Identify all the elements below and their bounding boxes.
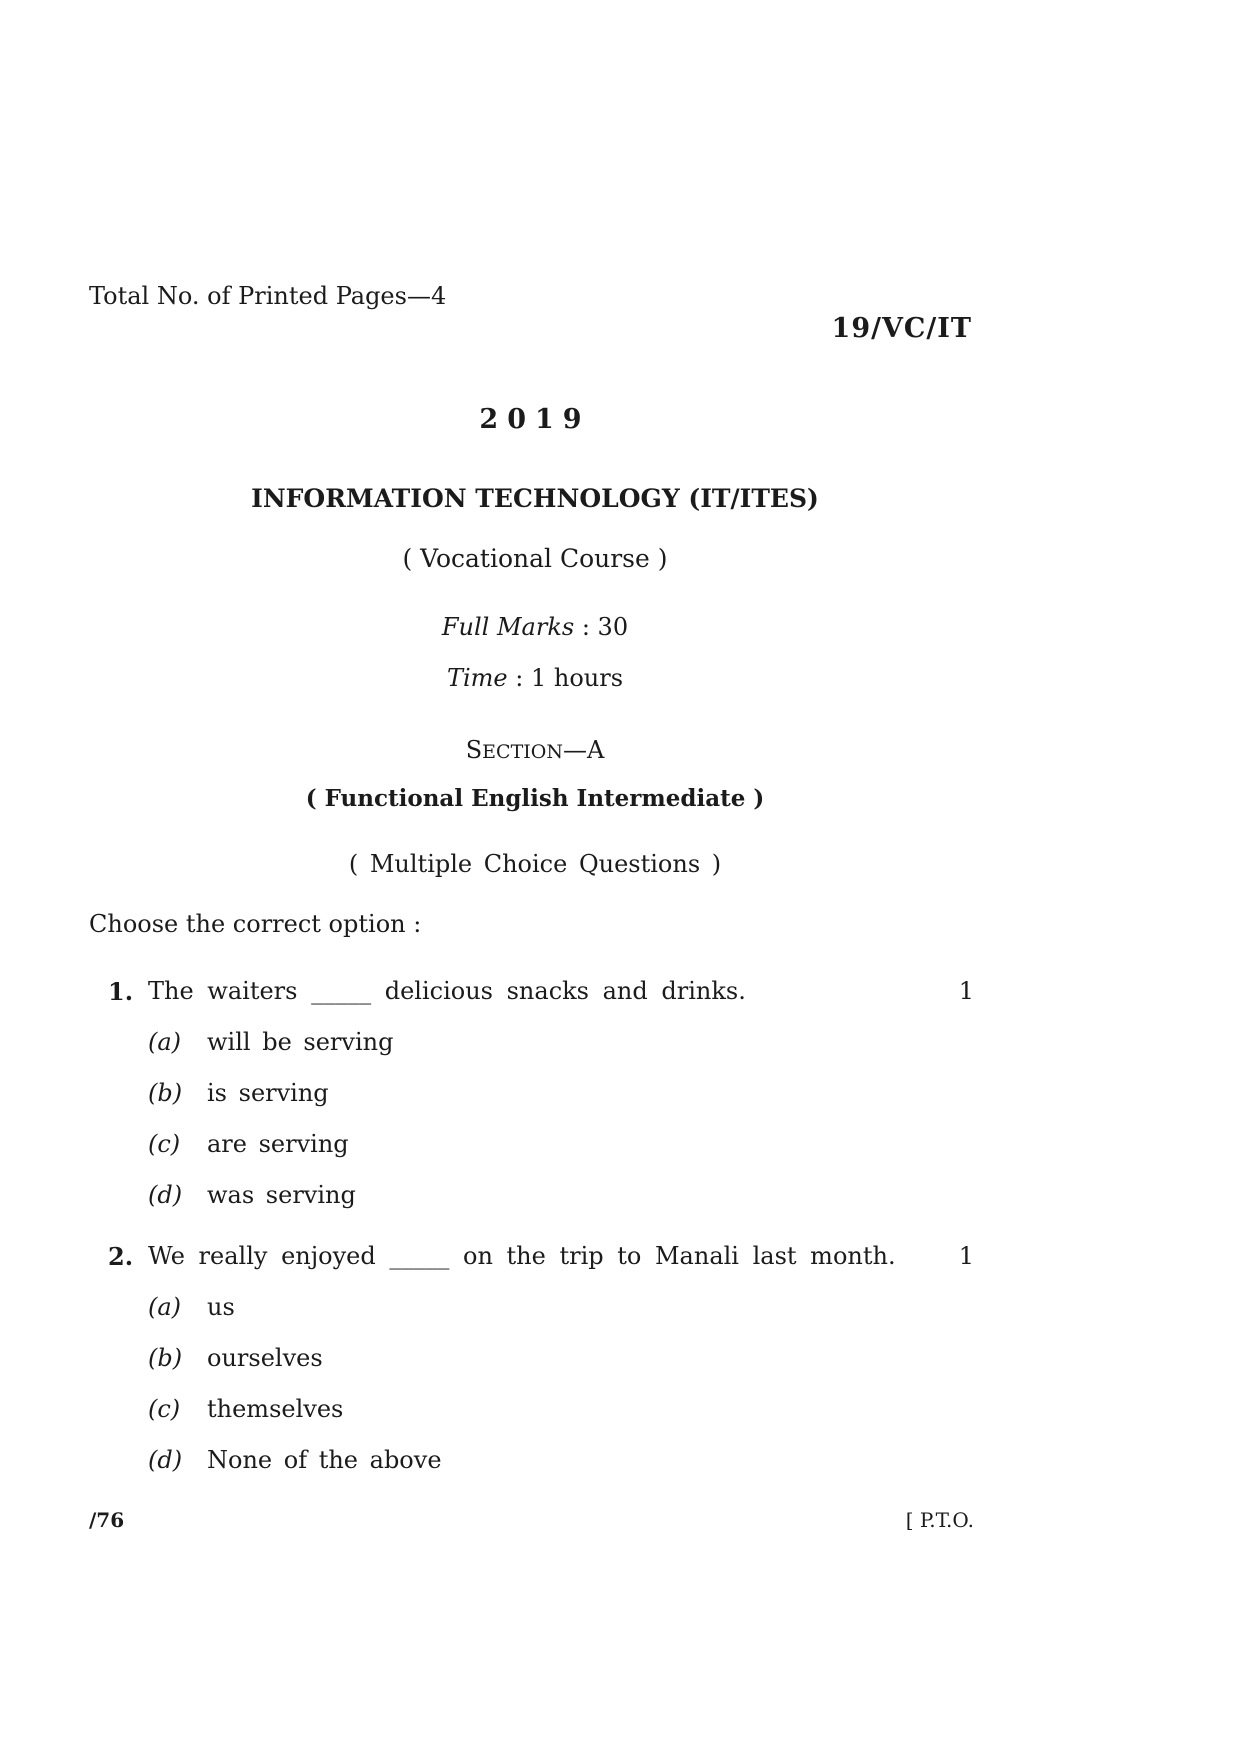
section-heading-rest: ECTION: [482, 741, 563, 763]
full-marks-label: Full Marks: [441, 613, 575, 641]
section-heading: [0, 736, 1070, 764]
paper-code: 19/VC/IT: [831, 313, 972, 344]
section-heading-suffix: —A: [562, 736, 605, 764]
option-text: None of the above: [207, 1446, 442, 1474]
course-type: ( Vocational Course ): [402, 544, 668, 573]
option-text: was serving: [207, 1181, 356, 1209]
page-code: /76: [89, 1508, 125, 1532]
option-letter: (c): [148, 1130, 181, 1158]
option-letter: (d): [148, 1181, 183, 1209]
full-marks: [0, 613, 1070, 641]
option-letter: (b): [148, 1344, 183, 1372]
question-text: The waiters _____ delicious snacks and drinks.: [148, 977, 746, 1005]
option-text: is serving: [207, 1079, 329, 1107]
section-heading-initial: S: [465, 736, 483, 764]
time-label: Time: [446, 664, 508, 692]
time-value: : 1 hours: [507, 664, 624, 692]
option-text: will be serving: [207, 1028, 394, 1056]
exam-year: 2019: [479, 404, 591, 435]
option-text: are serving: [207, 1130, 349, 1158]
printed-pages-count: Total No. of Printed Pages—4: [89, 282, 447, 310]
option-text: us: [207, 1293, 235, 1321]
please-turn-over: [ P.T.O.: [905, 1508, 974, 1532]
option-letter: (d): [148, 1446, 183, 1474]
question-text: We really enjoyed _____ on the trip to Manali last month.: [148, 1242, 896, 1270]
option-letter: (a): [148, 1293, 182, 1321]
question-type: ( Multiple Choice Questions ): [348, 850, 722, 878]
option-text: ourselves: [207, 1344, 323, 1372]
instruction: Choose the correct option :: [89, 910, 422, 938]
option-text: themselves: [207, 1395, 344, 1423]
question-number: 2.: [108, 1242, 134, 1271]
option-letter: (b): [148, 1079, 183, 1107]
question-marks: 1: [958, 1242, 974, 1270]
full-marks-value: : 30: [574, 613, 629, 641]
option-letter: (c): [148, 1395, 181, 1423]
question-marks: 1: [958, 977, 974, 1005]
option-letter: (a): [148, 1028, 182, 1056]
section-subtitle: ( Functional English Intermediate ): [305, 785, 765, 812]
question-number: 1.: [108, 977, 134, 1006]
time-allowed: [0, 664, 1070, 692]
subject-title: INFORMATION TECHNOLOGY (IT/ITES): [251, 484, 819, 513]
